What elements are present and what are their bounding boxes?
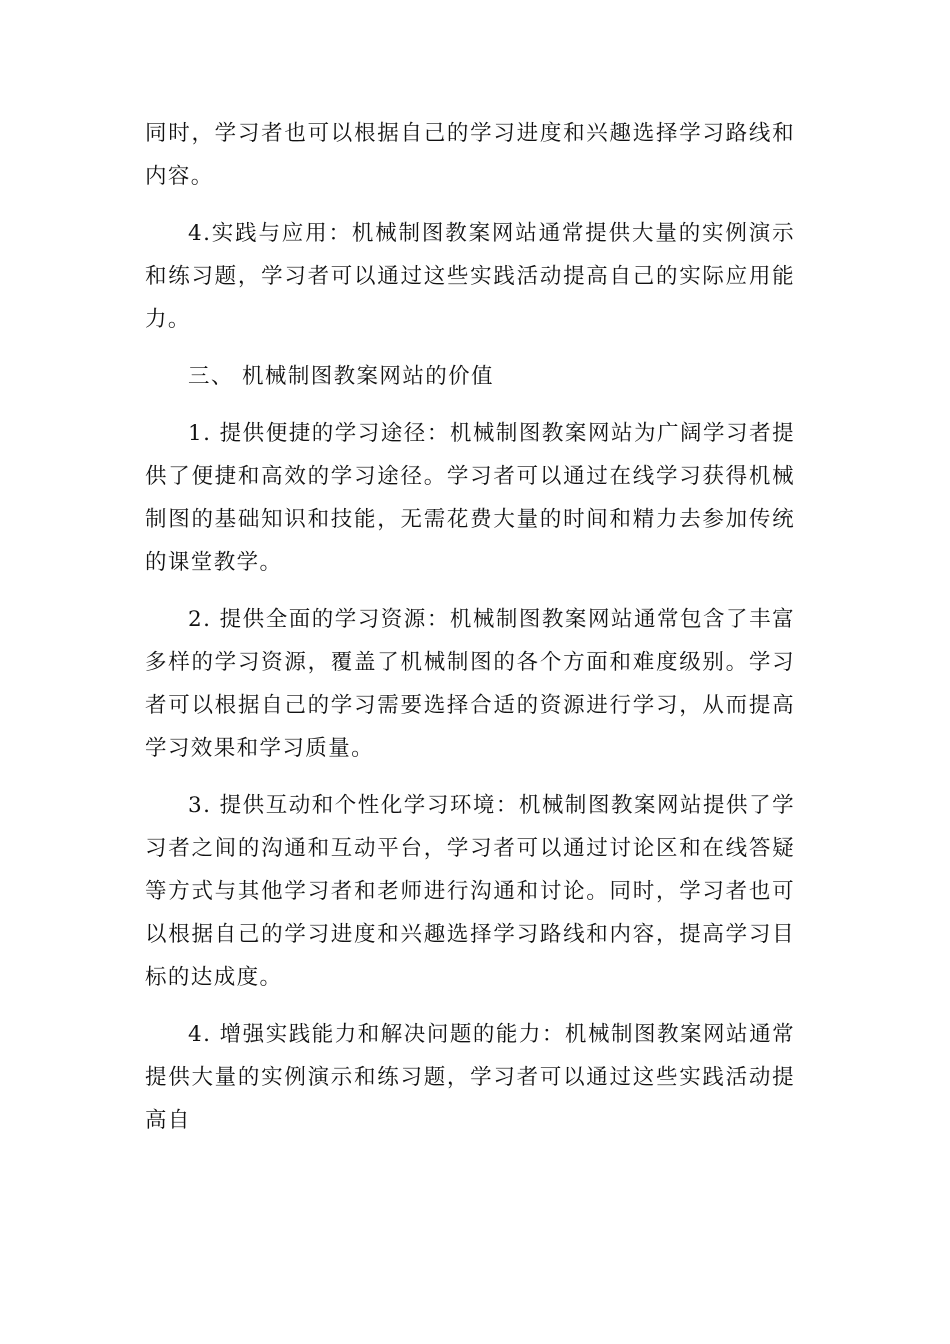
paragraph-interactive-environment: 3. 提供互动和个性化学习环境：机械制图教案网站提供了学习者之间的沟通和互动平台，学习者可以通过讨论区和在线答疑等方式与其他学习者和老师进行沟通和讨论。同时，学习者也可以根据自己的学习进度和兴趣选择学习路线和内容，提高学习目标的达成度。: [145, 793, 795, 990]
paragraph-convenient-path: 1. 提供便捷的学习途径：机械制图教案网站为广阔学习者提供了便捷和高效的学习途径。学习者可以通过在线学习获得机械制图的基础知识和技能，无需花费大量的时间和精力去参加传统的课堂教学。: [145, 421, 795, 575]
paragraph-comprehensive-resources: 2. 提供全面的学习资源：机械制图教案网站通常包含了丰富多样的学习资源，覆盖了机械制图的各个方面和难度级别。学习者可以根据自己的学习需要选择合适的资源进行学习，从而提高学习效果和学习质量。: [145, 607, 795, 761]
paragraph-practical-ability: 4. 增强实践能力和解决问题的能力：机械制图教案网站通常提供大量的实例演示和练习题，学习者可以通过这些实践活动提高自: [145, 1022, 795, 1133]
paragraph-practice-application: 4.实践与应用：机械制图教案网站通常提供大量的实例演示和练习题，学习者可以通过这些实践活动提高自己的实际应用能力。: [145, 221, 795, 332]
paragraph-continuation: 同时，学习者也可以根据自己的学习进度和兴趣选择学习路线和内容。: [145, 121, 795, 189]
section-heading-value: 三、 机械制图教案网站的价值: [188, 364, 494, 389]
document-body: [145, 112, 795, 1156]
